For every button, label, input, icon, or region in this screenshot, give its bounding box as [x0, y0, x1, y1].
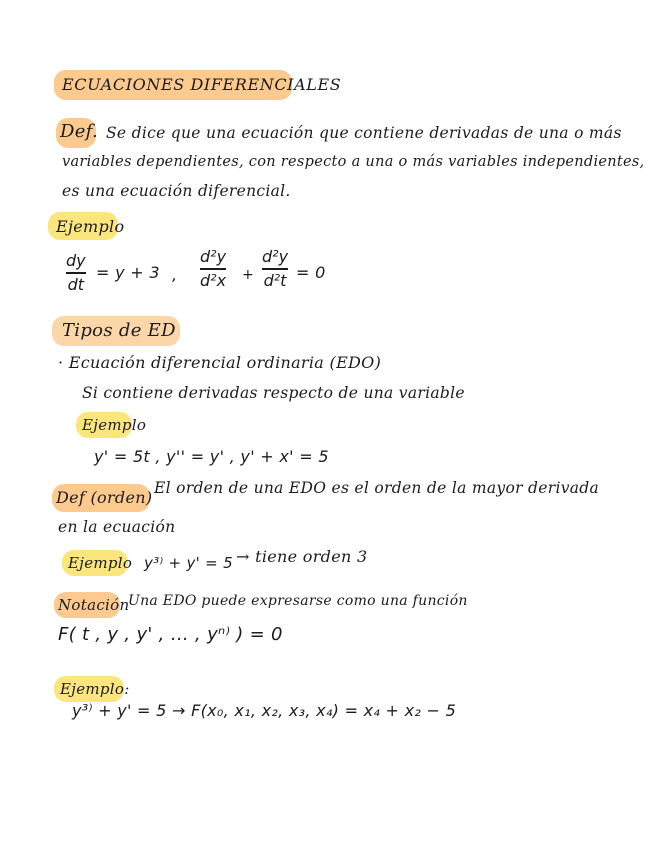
- example2-equation: y³⁾ + y' = 5: [144, 554, 233, 572]
- eq2-rest: = 0: [296, 263, 326, 282]
- notation-label: Notación: [58, 596, 130, 614]
- eq2-term2-denominator: d²t: [263, 270, 287, 290]
- definition-line-2: variables dependientes, con respecto a una o más variables independientes,: [62, 154, 645, 170]
- eq2-term2-fraction: [262, 248, 288, 290]
- eq2-term2-numerator: d²y: [262, 247, 289, 266]
- notation-text: Una EDO puede expresarse como una función: [128, 593, 468, 609]
- page-title: ECUACIONES DIFERENCIALES: [62, 75, 342, 94]
- example1-label: Ejemplo: [56, 217, 125, 236]
- types-bullet-edo: · Ecuación diferencial ordinaria (EDO): [58, 353, 382, 372]
- eq2-term1-numerator: d²y: [200, 247, 227, 266]
- eq1-rest: = y + 3: [96, 263, 160, 282]
- definition-label: Def.: [60, 121, 99, 142]
- eq2-plus: +: [242, 267, 255, 283]
- eq1-fraction: [66, 252, 86, 294]
- example3-formula: y³⁾ + y' = 5 → F(x₀, x₁, x₂, x₃, x₄) = x₄ + x₂ − 5: [72, 701, 457, 720]
- order-def-line-1: El orden de una EDO es el orden de la mayor derivada: [154, 479, 600, 497]
- eq-separator: ,: [172, 265, 178, 284]
- types-heading: Tipos de ED: [62, 320, 176, 341]
- definition-line-3: es una ecuación diferencial.: [62, 182, 291, 200]
- eq1-denominator: dt: [67, 274, 85, 294]
- definition-line-1: Se dice que una ecuación que contiene derivadas de una o más: [106, 124, 622, 142]
- example3-label: Ejemplo:: [60, 680, 130, 698]
- eq1-numerator: dy: [66, 251, 86, 270]
- example2-result: → tiene orden 3: [236, 547, 368, 566]
- example2-label: Ejemplo: [68, 554, 133, 572]
- types-example-equations: y' = 5t , y'' = y' , y' + x' = 5: [94, 447, 329, 466]
- notation-formula: F( t , y , y' , … , yⁿ⁾ ) = 0: [58, 624, 283, 645]
- eq2-term1-denominator: d²x: [200, 270, 227, 290]
- order-def-label: Def (orden): [56, 488, 153, 507]
- order-def-line-2: en la ecuación: [58, 518, 176, 536]
- types-description: Si contiene derivadas respecto de una variable: [82, 384, 465, 402]
- types-example-label: Ejemplo: [82, 416, 147, 434]
- eq2-term1-fraction: [200, 248, 226, 290]
